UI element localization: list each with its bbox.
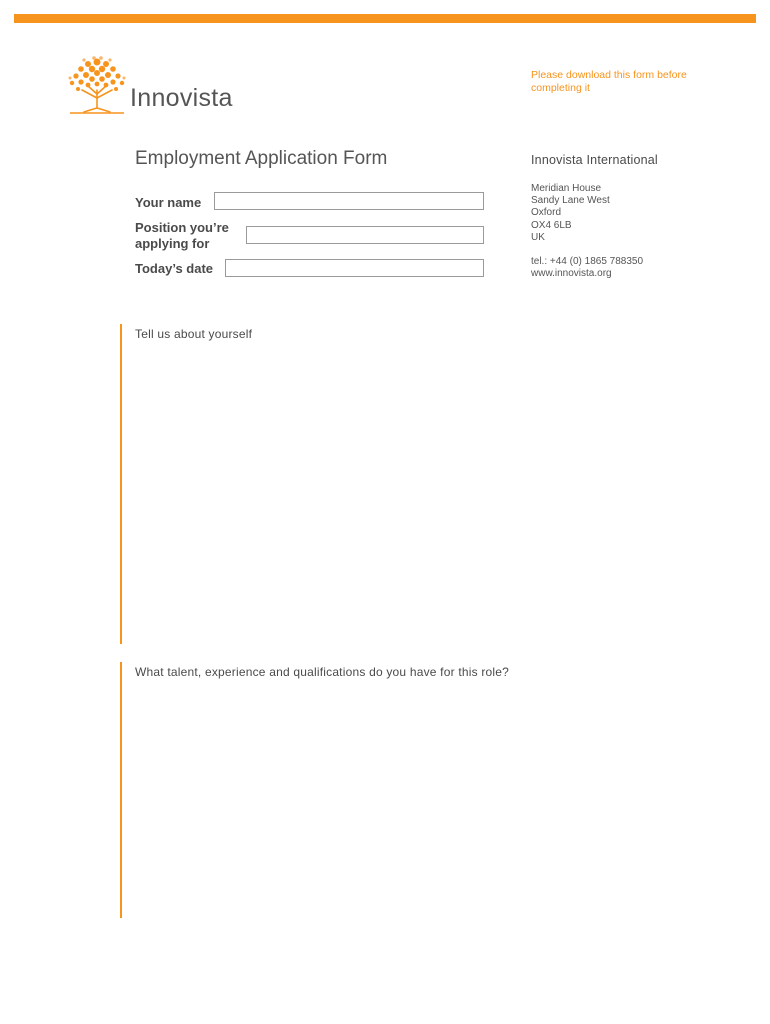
- address-line: UK: [531, 231, 545, 243]
- address-line: Sandy Lane West: [531, 195, 610, 207]
- top-accent-bar: [14, 14, 756, 23]
- page-title: Employment Application Form: [135, 148, 388, 169]
- date-input[interactable]: [225, 259, 484, 277]
- about-section-label: Tell us about yourself: [135, 327, 253, 341]
- company-address: [531, 183, 610, 244]
- about-section-rule: [120, 324, 122, 644]
- company-name: Innovista International: [531, 153, 658, 167]
- position-label-line2: applying for: [135, 236, 210, 251]
- position-input[interactable]: [246, 226, 484, 244]
- tree-logo-icon: [64, 54, 130, 116]
- download-note: Please download this form before completing it: [531, 69, 687, 94]
- name-label: Your name: [135, 195, 202, 210]
- company-website: www.innovista.org: [531, 268, 612, 280]
- address-line: OX4 6LB: [531, 219, 572, 231]
- qualifications-section-label: What talent, experience and qualifications do you have for this role?: [135, 665, 510, 679]
- company-tel: tel.: +44 (0) 1865 788350: [531, 256, 644, 267]
- name-input[interactable]: [214, 192, 484, 210]
- innovista-logo: [64, 54, 264, 116]
- address-line: Meridian House: [531, 183, 602, 194]
- position-label: [135, 220, 229, 252]
- position-label-line1: Position you’re: [135, 220, 229, 235]
- date-label: Today’s date: [135, 261, 214, 276]
- address-line: Oxford: [531, 207, 562, 219]
- about-textarea[interactable]: [130, 348, 740, 638]
- qualifications-section-rule: [120, 662, 122, 918]
- logo-wordmark: Innovista: [130, 84, 233, 112]
- qualifications-textarea[interactable]: [130, 686, 740, 912]
- company-contact: [531, 256, 643, 280]
